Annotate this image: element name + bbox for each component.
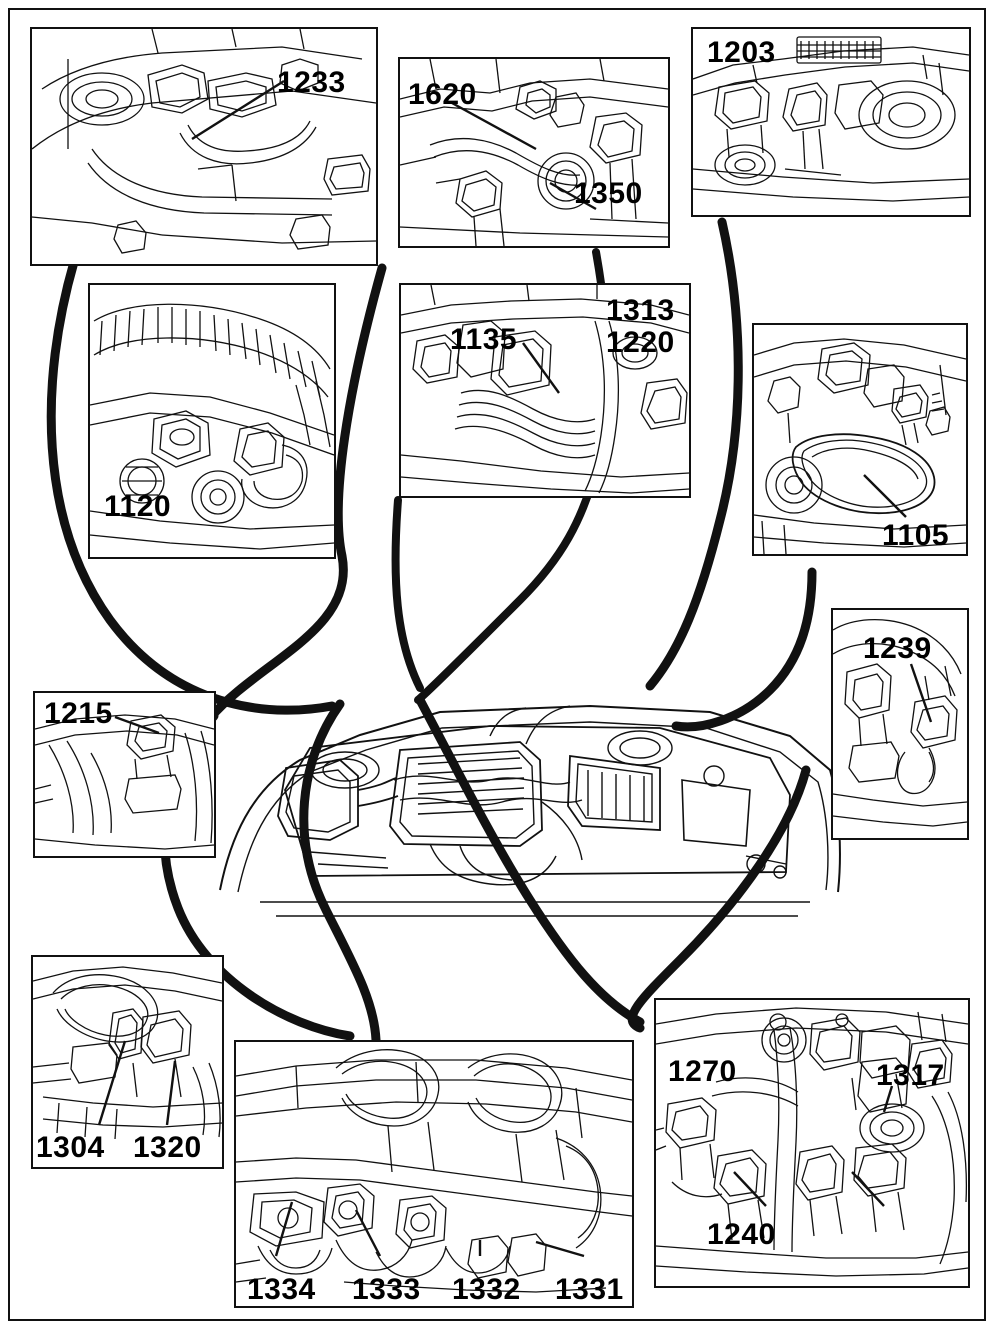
detail-panel-1233[interactable] [30,27,378,266]
callout-1320: 1320 [133,1131,202,1164]
callout-1334: 1334 [247,1273,316,1306]
callout-1304: 1304 [36,1131,105,1164]
engine-bay-illustration [190,640,850,940]
callout-1331: 1331 [555,1273,624,1306]
callout-1215: 1215 [44,697,113,730]
callout-1350: 1350 [574,177,643,210]
callout-1135: 1135 [450,323,518,356]
callout-1120: 1120 [104,490,172,523]
callout-1220: 1220 [606,326,675,359]
callout-1203: 1203 [707,36,776,69]
detail-panel-1270-1317-1240[interactable] [654,998,970,1288]
callout-1105: 1105 [882,519,950,552]
callout-1333: 1333 [352,1273,421,1306]
callout-1240: 1240 [707,1218,776,1251]
callout-1313: 1313 [606,294,675,327]
callout-1620: 1620 [408,78,477,111]
callout-1233: 1233 [277,66,346,99]
callout-1317: 1317 [876,1059,945,1092]
detail-panel-1334-1333-1332-1331[interactable] [234,1040,634,1308]
callout-1239: 1239 [863,632,932,665]
callout-1270: 1270 [668,1055,737,1088]
callout-1332: 1332 [452,1273,521,1306]
